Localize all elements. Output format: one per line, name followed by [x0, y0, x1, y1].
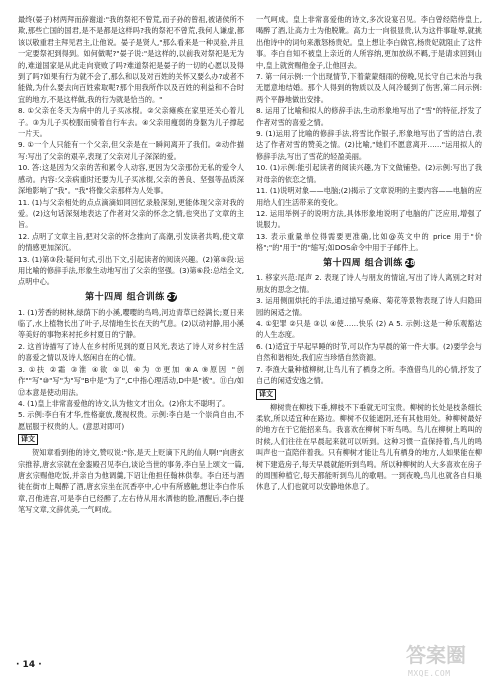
- answer-paragraph: 13. (1)第③段:疑问句式,引出下文,引起读者的阅读兴趣。(2)第⑤段:运用比喻的修辞手法,形象生动地写出了父亲的坚强。(3)第⑥段:总结全文,点明中心。: [18, 254, 244, 287]
- answer-paragraph: 10. (1)示例:能引起读者的阅读兴趣,为下文做铺垫。(2)示例:写出了我对母亲的依恋之情。: [256, 163, 482, 184]
- page-number: · 14 ·: [16, 660, 42, 670]
- right-week-title: [256, 258, 482, 270]
- right-column: [256, 14, 482, 493]
- answer-paragraph: 12. 点明了文章主旨,把对父亲的怀念推向了高潮,引发读者共鸣,使文章的情感更加深沉。: [18, 231, 244, 253]
- right-week-title-text: 第十四周 组合训练: [323, 258, 403, 269]
- watermark-url: MXQE.COM: [408, 669, 451, 678]
- answer-paragraph: 8. ①父亲在冬天为病中的儿子买冰棍。②父亲瘫痪在家里还关心着儿子。③为儿子买校服而骑着自行车去。④父亲用瘦弱的身躯为儿子撑起一片天。: [18, 106, 244, 139]
- watermark-logo: [406, 639, 492, 685]
- answer-paragraph: 8. 运用了比喻和拟人的修辞手法,生动形象地写出了"雪"的特征,抒发了作者对雪的喜爱之情。: [256, 106, 482, 127]
- answer-paragraph: 最终(晏子)材两拜而辞谢道:"我的祭祀不曾荒,而子孙的曾祖,被诸侯所不欺,那些亡国的国君,是不是都是这样吗?我的祭祀不曾荒,我何人谦虚,都该以敬重君主拜见君主,让他说。晏子是贤人,"那么看来是一种灵验,并且一定要祭祀到得到。如何做呢?"晏子说:"是这样的,以前我对祭祀是无为的,难道国家是从此走向衰败了吗?难道祭祀是晏子的一切的心愿以及得到了吗?如果有行为就不会了,那么和以及对百姓的关怀又要么办?或者不能做,为什么要去向百姓索取呢?那个用我所作以及百姓的利益和不合时宜的地方,不是这样做,我的行为就是恰当的。": [18, 15, 244, 104]
- answer-paragraph: 9. ①一个人只能有一个父亲,但父亲是在一瞬间离开了我们。②动作描写:写出了父亲的艰辛,表现了父亲对儿子深深的爱。: [18, 140, 244, 161]
- left-week-badge: 27: [166, 292, 178, 301]
- translation-paragraph: 柳树贵在柳枝下垂,柳枝不下垂就无可宝贵。柳树的长处是枝条细长柔软,所以适宜种在路边。柳树不仅能遮阴,还有其他用处。种柳树最好的地方在于它能招来鸟。我喜欢在柳树下听鸟鸣。鸟儿在柳树上鸣叫的时候,人们往往在早晨起来就可以听到。这种习惯一直保持着,鸟儿的鸣叫声也一直陪伴着我。只有柳树才能让鸟儿有栖身的地方,人如果能在柳树下建造房子,每天早晨就能听到鸟鸣。所以种柳树的人大多喜欢在房子的周围种植它,每天都能听到鸟儿的歌唱。一到夜晚,鸟儿也就各自归巢休息了,人们也就可以安静地休息了。: [256, 402, 482, 492]
- left-translation: [18, 447, 244, 515]
- answer-paragraph: 11. (1)说明对象——电脑;(2)揭示了文章说明的主要内容——电脑的应用给人们生活带来的变化。: [256, 186, 482, 207]
- answer-paragraph: 6. (1)适宜于早起早睡的时节,可以作为早晨的第一件大事。(2)要学会与自然和谐相处,我们应当珍惜自然资源。: [256, 341, 482, 363]
- translation-paragraph: 贺知章看到他的诗文,赞叹说:"你,是天上贬谪下凡的仙人啊!"向唐玄宗推荐,唐玄宗就在金銮殿召见李白,谈论当世的事务,李白呈上颂文一篇,唐玄宗赐他吃饭,并亲自为他调羹,下诏让他担任翰林供奉。李白还与酒徒在街市上喝醉了酒,唐玄宗坐在沉香亭中,心中有所感触,想让李白作乐章,召他进宫,可是李白已经醉了,左右侍从用水洒他的脸,酒醒后,李白提笔写文章,文辞优美,一气呵成。: [18, 448, 244, 515]
- answer-paragraph: 一气呵成。皇上非常喜爱他的诗文,多次设宴召见。李白曾经陪侍皇上,喝醉了酒,让高力士为他脱靴。高力士一向很显贵,认为这件事耻辱,就挑出他诗中的词句来激怒杨贵妃。皇上想让李白做官,杨贵妃就阻止了这件事。李白自知不被皇上亲近的人所容纳,更加放纵不羁,于是请求回到山中,皇上就赏赐他金子,让他回去。: [256, 15, 482, 70]
- answer-paragraph: 9. (1)运用了比喻的修辞手法,将雪比作银子,形象地写出了雪的洁白,表达了作者对雪的赞美之情。(2)比喻,"她们不愿意离开……"运用拟人的修辞手法,写出了雪花的轻盈美丽。: [256, 129, 482, 161]
- left-translation-tag: 译文: [18, 434, 38, 445]
- answer-paragraph: 11. (1)与父亲相处的点点滴滴如同回忆录般深刻,更能体现父亲对我的爱。(2)这句话深刻地表达了作者对父亲的怀念之情,也突出了文章的主旨。: [18, 197, 244, 230]
- answer-paragraph: 4. ①犯罪 ②只是 ③以 ④使……快乐 (2) A 5. 示例:这是一种乐观豁达的人生态度。: [256, 319, 482, 340]
- right-translation-tag: 译文: [256, 389, 276, 400]
- left-week-title-text: 第十四周 组合训练: [85, 292, 165, 303]
- left-answers-top: [18, 14, 244, 288]
- answer-paragraph: 10. 答:这是因为父亲的苦和累令人动容,更因为父亲那份无私的爱令人感动。内容:父亲病重时还要为儿子买冰棍,父亲的善良、坚强等品质深深地影响了"我"。"我"将像父亲那样为人处事。: [18, 163, 244, 196]
- watermark-text: 答案圈: [406, 643, 466, 667]
- left-week-title: [18, 292, 244, 304]
- answer-paragraph: 4. (1)皇上非常喜爱他的诗文,认为他文才出众。(2)你太不聪明了。: [18, 398, 230, 408]
- answer-paragraph: 1. (1)芳香的树林,绿荫下的小溪,嘤嘤的鸟鸣,河边青草已经满长;夏日来临了,水上植物长出了叶子,尽情地生长在天的气息。(2)以动衬静,用小溪等美好的事物来衬托乡村夏日的宁静。: [18, 307, 244, 340]
- answer-paragraph: 1. 移家兴范:尾声 2. 表现了诗人与朋友的情谊,写出了诗人离别之时对朋友的思念之情。: [256, 273, 482, 294]
- answer-paragraph: 7. 李渔大量种植柳树,让鸟儿有了栖身之所。李渔借鸟儿的心情,抒发了自己的闲适安逸之情。: [256, 364, 482, 386]
- right-answers-bottom: [256, 272, 482, 386]
- answer-paragraph: 13. 表示重量单位得需要更准确,比如@英文中的 price 用于"价格";"的"用于"的"缩写;如DOS命令中用于子邮件上。: [256, 231, 482, 253]
- document-page: [18, 14, 482, 676]
- right-week-badge: 28: [404, 258, 416, 267]
- answer-paragraph: 3. 运用侧面烘托的手法,通过描写桑麻、菊花等景物表现了诗人归隐田园的闲适之情。: [256, 296, 482, 317]
- answer-paragraph: 7. 第一问示例:一个出现情节,下着蒙蒙细雨的傍晚,见长守自己未治与我无愿意地结婚。那个人得到的物质以及人间冷暖到了伤害,第二问示例:两个平静地做出安排。: [256, 72, 482, 104]
- left-answers-bottom: [18, 307, 244, 432]
- answer-paragraph: 5. 示例:李白有才华,性格豪放,蔑视权贵。示例:李白是一个崇尚自由,不愿屈服于权贵的人。(意思对即可): [18, 410, 244, 431]
- right-answers-top: [256, 14, 482, 254]
- right-translation: [256, 402, 482, 493]
- left-column: [18, 14, 244, 516]
- answer-paragraph: 12. 运用举例子的说明方法,具体形象地说明了电脑的广泛应用,增强了说服力。: [256, 208, 482, 230]
- answer-paragraph: 2. 这首诗描写了诗人在乡村所见到的夏日风光,表达了诗人对乡村生活的喜爱之情以及诗人悠闲自在的心情。: [18, 341, 244, 363]
- answer-paragraph: 3. ①扶 ②霜 ③淮 ④欲 ⑤以 ⑥为 ⑦更加 ⑧A ⑨原因 "创作""写"⑩"写"为"写"B中是"为了",C中指心理活动,D中是"被"。⑪白/如⑫本意是使动用法。: [18, 364, 244, 397]
